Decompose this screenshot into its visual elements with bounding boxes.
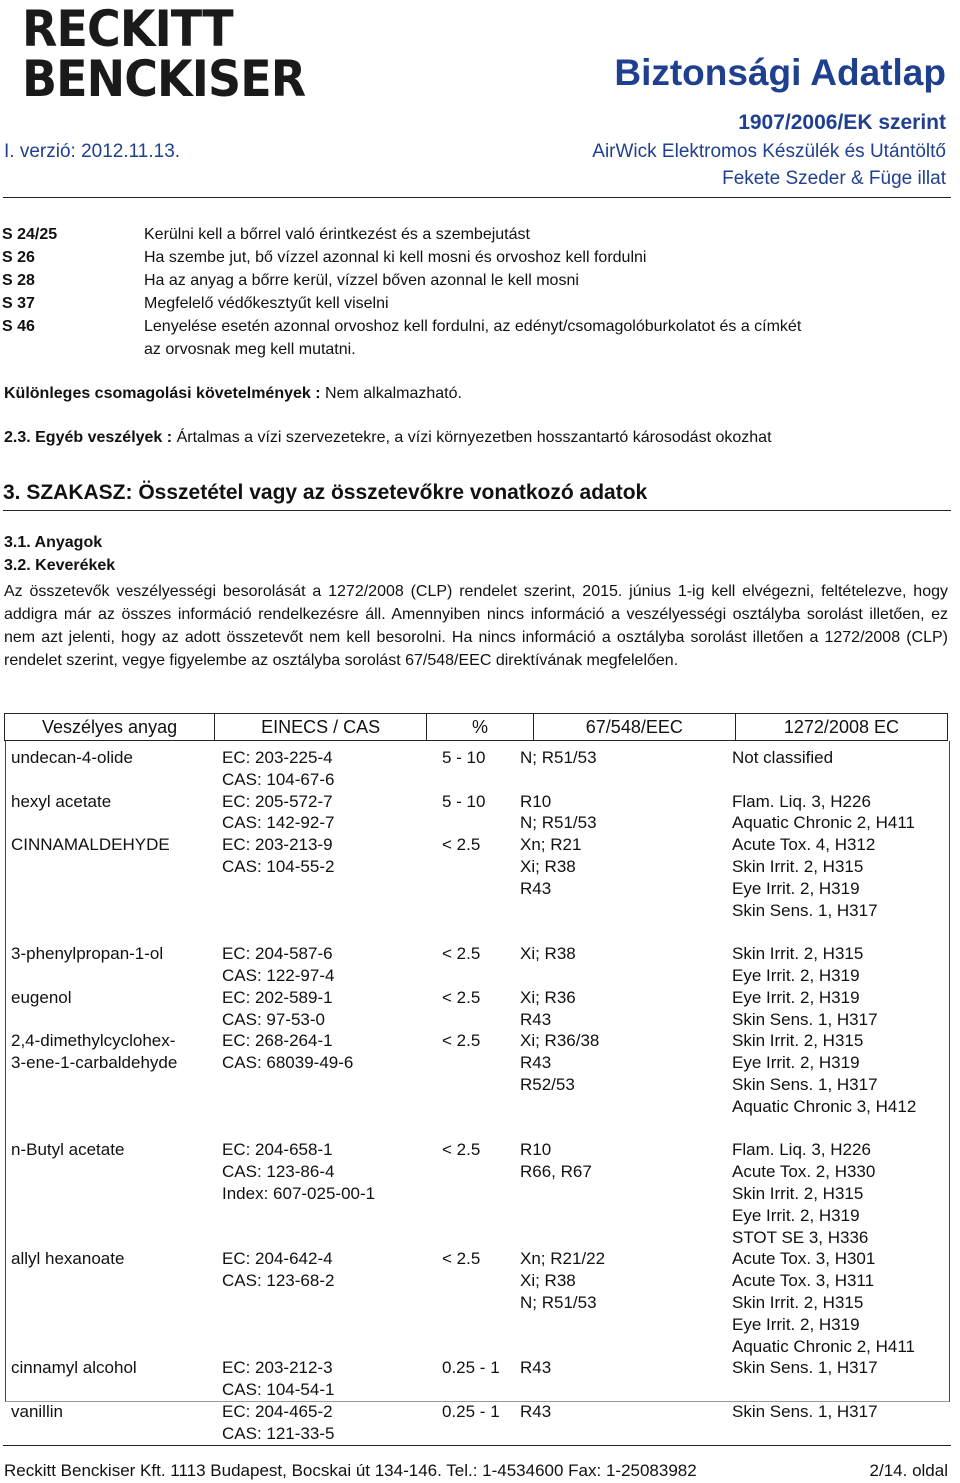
substance-name-line [11, 1292, 177, 1314]
percent-line: < 2.5 [442, 944, 481, 964]
substance-name-line [11, 1270, 177, 1292]
clp-classification-line: Skin Sens. 1, H317 [732, 1009, 878, 1029]
percent-line: 0.25 - 1 [442, 1401, 500, 1421]
substance-name-line [11, 769, 177, 791]
clp-classification-line [732, 769, 916, 791]
identifier-line: CAS: 121-33-5 [222, 1423, 335, 1443]
clp-classification-line: Flam. Liq. 3, H226 [732, 791, 871, 811]
eec-classification-line: Xn; R21/22 [520, 1249, 606, 1269]
identifier-line [222, 878, 375, 900]
clp-classification-line: Skin Irrit. 2, H315 [732, 856, 864, 876]
substance-name-line: 2,4-dimethylcyclohex- [11, 1031, 176, 1051]
identifier-line [222, 1336, 375, 1358]
percent-line [442, 1270, 500, 1292]
eec-classification-line [520, 1183, 605, 1205]
percent-line [442, 1336, 500, 1358]
clp-classification-line [732, 1118, 916, 1140]
substance-name-line: undecan-4-olide [11, 748, 133, 767]
percent-line [442, 1379, 500, 1401]
header-67-548-eec: 67/548/EEC [533, 714, 735, 740]
percent-line [442, 900, 500, 922]
eec-classification-line [520, 1096, 605, 1118]
clp-classification-line: Eye Irrit. 2, H319 [732, 1205, 860, 1225]
percent-line: 5 - 10 [442, 791, 486, 811]
substance-name-line: cinnamyl alcohol [11, 1358, 137, 1378]
subsection-substances: 3.1. Anyagok [4, 534, 103, 551]
clp-classification-line: Skin Irrit. 2, H315 [732, 944, 864, 964]
percent-line [442, 878, 500, 900]
percent-line [442, 1314, 500, 1336]
percent-line [442, 1052, 500, 1074]
identifier-line: EC: 268-264-1 [222, 1031, 333, 1051]
eec-classification-line: Xi; R38 [520, 856, 576, 876]
eec-classification-line [520, 1205, 605, 1227]
substance-name-line [11, 965, 177, 987]
eec-classification-line [520, 1423, 605, 1445]
substance-name-line [11, 856, 177, 878]
s-phrase-code: S 24/25 [2, 226, 58, 243]
packaging-label: Különleges csomagolási követelmények : [4, 385, 321, 402]
percent-line [442, 965, 500, 987]
eec-classification-line [520, 769, 605, 791]
identifier-line [222, 1205, 375, 1227]
eec-classification-line: R10 [520, 1140, 552, 1160]
clp-classification-line: Skin Sens. 1, H317 [732, 900, 878, 920]
column-identifiers [222, 747, 375, 1445]
substance-name-line: CINNAMALDEHYDE [11, 835, 170, 855]
eec-classification-line: R10 [520, 791, 552, 811]
packaging-value: Nem alkalmazható. [325, 385, 462, 402]
version-date: I. verzió: 2012.11.13. [4, 141, 181, 162]
eec-classification-line: Xi; R38 [520, 1271, 576, 1291]
eec-classification-line: Xn; R21 [520, 835, 582, 855]
percent-line [442, 812, 500, 834]
eec-classification-line: Xi; R36 [520, 987, 576, 1007]
company-logo [22, 0, 306, 108]
clp-classification-line: Eye Irrit. 2, H319 [732, 1053, 860, 1073]
identifier-line: CAS: 142-92-7 [222, 813, 335, 833]
header-hazardous-substance: Veszélyes anyag [4, 714, 214, 740]
page-footer [4, 1461, 948, 1481]
header-percent: % [426, 714, 533, 740]
percent-line [442, 1205, 500, 1227]
clp-classification-line: Skin Sens. 1, H317 [732, 1358, 878, 1378]
substance-name-line [11, 1009, 177, 1031]
clp-classification-line: Skin Sens. 1, H317 [732, 1074, 878, 1094]
clp-classification-line: Eye Irrit. 2, H319 [732, 987, 860, 1007]
identifier-line [222, 1096, 375, 1118]
clp-classification-line: Acute Tox. 3, H301 [732, 1249, 876, 1269]
substance-name-line [11, 878, 177, 900]
substance-name-line: eugenol [11, 987, 72, 1007]
identifier-line: EC: 203-213-9 [222, 835, 333, 855]
percent-line [442, 1183, 500, 1205]
clp-classification-line: Skin Sens. 1, H317 [732, 1401, 878, 1421]
substance-name-line [11, 1074, 177, 1096]
substance-name-line [11, 1379, 177, 1401]
substance-name-line: vanillin [11, 1401, 63, 1421]
eec-classification-line: R43 [520, 1053, 552, 1073]
s-phrase-text: Ha szembe jut, bő vízzel azonnal ki kell mosni és orvoshoz kell fordulni [144, 249, 647, 266]
substance-name-line [11, 1336, 177, 1358]
identifier-line [222, 900, 375, 922]
substance-name-line [11, 900, 177, 922]
identifier-line: EC: 205-572-7 [222, 791, 333, 811]
product-variant: Fekete Szeder & Füge illat [722, 168, 946, 189]
percent-line: < 2.5 [442, 1249, 481, 1269]
eec-classification-line: R43 [520, 878, 552, 898]
s-phrase-text: Lenyelése esetén azonnal orvoshoz kell fordulni, az edényt/csomagolóburkolatot és a címkét [144, 318, 802, 335]
eec-classification-line: R66, R67 [520, 1162, 592, 1182]
clp-classification-line: Eye Irrit. 2, H319 [732, 878, 860, 898]
header-1272-2008-ec: 1272/2008 EC [735, 714, 948, 740]
identifier-line [222, 1074, 375, 1096]
substance-name-line: allyl hexanoate [11, 1249, 125, 1269]
clp-classification-line: Skin Irrit. 2, H315 [732, 1183, 864, 1203]
substance-name-line [11, 1161, 177, 1183]
s-phrase-text: Kerülni kell a bőrrel való érintkezést és a szembejutást [144, 226, 530, 243]
percent-line [442, 1096, 500, 1118]
identifier-line [222, 921, 375, 943]
substance-name-line [11, 1096, 177, 1118]
substance-name-line: 3-phenylpropan-1-ol [11, 944, 164, 964]
composition-table-body [5, 741, 950, 1443]
other-hazards [4, 429, 772, 447]
identifier-line: CAS: 68039-49-6 [222, 1053, 354, 1073]
clp-classification-line: Skin Irrit. 2, H315 [732, 1292, 864, 1312]
document-title: Biztonsági Adatlap [614, 52, 946, 93]
substance-name-line [11, 1118, 177, 1140]
percent-line [442, 769, 500, 791]
substance-name-line [11, 812, 177, 834]
clp-classification-line: Acute Tox. 4, H312 [732, 835, 876, 855]
identifier-line: CAS: 97-53-0 [222, 1009, 325, 1029]
identifier-line [222, 1227, 375, 1249]
percent-line: 5 - 10 [442, 748, 486, 767]
percent-line [442, 856, 500, 878]
clp-classification-line: Eye Irrit. 2, H319 [732, 1314, 860, 1334]
s-phrase-code: S 46 [2, 318, 35, 335]
eec-classification-line: R43 [520, 1009, 552, 1029]
eec-classification-line: N; R51/53 [520, 1292, 597, 1312]
percent-line: < 2.5 [442, 987, 481, 1007]
percent-line: < 2.5 [442, 1031, 481, 1051]
identifier-line: EC: 204-587-6 [222, 944, 333, 964]
identifier-line: EC: 204-642-4 [222, 1249, 333, 1269]
s-phrase-text: Ha az anyag a bőrre kerül, vízzel bőven azonnal le kell mosni [144, 272, 579, 289]
percent-line [442, 1074, 500, 1096]
eec-classification-line: R52/53 [520, 1074, 575, 1094]
clp-classification-line: Eye Irrit. 2, H319 [732, 965, 860, 985]
substance-name-line: n-Butyl acetate [11, 1140, 125, 1160]
substance-name-line [11, 1423, 177, 1445]
section-divider [3, 510, 951, 511]
clp-classification-line: Flam. Liq. 3, H226 [732, 1140, 871, 1160]
substance-name-line [11, 1314, 177, 1336]
percent-line: 0.25 - 1 [442, 1358, 500, 1378]
identifier-line: EC: 203-212-3 [222, 1358, 333, 1378]
percent-line [442, 1009, 500, 1031]
eec-classification-line [520, 1227, 605, 1249]
other-hazards-value: Ártalmas a vízi szervezetekre, a vízi környezetben hosszantartó károsodást okozhat [176, 429, 772, 446]
eec-classification-line [520, 900, 605, 922]
identifier-line: CAS: 123-68-2 [222, 1271, 335, 1291]
identifier-line [222, 1314, 375, 1336]
composition-table-header [4, 713, 948, 741]
other-hazards-label: 2.3. Egyéb veszélyek : [4, 429, 173, 446]
clp-classification-line: Acute Tox. 3, H311 [732, 1271, 875, 1291]
percent-line [442, 1227, 500, 1249]
clp-classification-line: Not classified [732, 748, 834, 767]
clp-classification-line [732, 921, 916, 943]
eec-classification-line [520, 1118, 605, 1140]
eec-classification-line [520, 1314, 605, 1336]
product-name: AirWick Elektromos Készülék és Utántöltő [592, 141, 946, 162]
eec-classification-line: R43 [520, 1401, 552, 1421]
substance-name-line [11, 1183, 177, 1205]
header-einecs-cas: EINECS / CAS [214, 714, 426, 740]
eec-classification-line: N; R51/53 [520, 813, 597, 833]
percent-line: < 2.5 [442, 835, 481, 855]
s-phrase-text: Megfelelő védőkesztyűt kell viselni [144, 295, 389, 312]
eec-classification-line [520, 921, 605, 943]
section-3-title: 3. SZAKASZ: Összetétel vagy az összetevőkre vonatkozó adatok [3, 481, 648, 504]
eec-classification-line: Xi; R36/38 [520, 1031, 600, 1051]
footer-page-number: 2/14. oldal [869, 1461, 948, 1480]
eec-classification-line: N; R51/53 [520, 748, 597, 767]
s-phrase-continuation: az orvosnak meg kell mutatni. [144, 341, 356, 358]
identifier-line: EC: 203-225-4 [222, 748, 333, 767]
identifier-line [222, 1292, 375, 1314]
clp-classification-line: Acute Tox. 2, H330 [732, 1162, 876, 1182]
header-divider [3, 197, 951, 198]
column-substance-names [11, 747, 177, 1445]
substance-name-line: 3-ene-1-carbaldehyde [11, 1053, 178, 1073]
identifier-line: EC: 204-465-2 [222, 1401, 333, 1421]
identifier-line [222, 1118, 375, 1140]
clp-classification-line [732, 1423, 916, 1445]
s-phrase-code: S 37 [2, 295, 35, 312]
identifier-line: CAS: 122-97-4 [222, 965, 335, 985]
column-eec-classification [520, 747, 605, 1445]
eec-classification-line [520, 965, 605, 987]
clp-classification-line: Aquatic Chronic 2, H411 [732, 813, 916, 833]
clp-classification-line: STOT SE 3, H336 [732, 1227, 869, 1247]
substance-name-line [11, 921, 177, 943]
percent-line [442, 1161, 500, 1183]
substance-name-line [11, 1205, 177, 1227]
s-phrase-code: S 26 [2, 249, 35, 266]
clp-classification-line: Aquatic Chronic 2, H411 [732, 1336, 916, 1356]
mixtures-paragraph: Az összetevők veszélyességi besorolását a 1272/2008 (CLP) rendelet szerint, 2015. június 1-ig kell elvégezni, feltételezve, hogy addigra már az összes információ rendelkezésre áll. Amennyiben nincs információ a veszélyességi osztályba sorolást illetően, ez nem azt jelenti, hogy az adott összetevőt nem kell besorolni. Ha nincs információ a osztályba sorolást illetően a 1272/2008 (CLP) rendelet szerint, vegye figyelembe az osztályba sorolást 67/548/EEC direktívának megfelelően. [4, 583, 948, 669]
percent-line [442, 921, 500, 943]
identifier-line: CAS: 123-86-4 [222, 1162, 335, 1182]
identifier-line: CAS: 104-55-2 [222, 856, 335, 876]
percent-line: < 2.5 [442, 1140, 481, 1160]
eec-classification-line [520, 1336, 605, 1358]
footer-company-address: Reckitt Benckiser Kft. 1113 Budapest, Bocskai út 134-146. Tel.: 1-4534600 Fax: 1-25083982 [4, 1461, 697, 1480]
s-phrase-code: S 28 [2, 272, 35, 289]
identifier-line: CAS: 104-54-1 [222, 1380, 335, 1400]
logo-line-2: BENCKISER [22, 50, 306, 108]
percent-line [442, 1292, 500, 1314]
eec-classification-line: R43 [520, 1358, 552, 1378]
clp-classification-line [732, 1379, 916, 1401]
packaging-requirements [4, 385, 462, 403]
clp-classification-line: Aquatic Chronic 3, H412 [732, 1096, 917, 1116]
column-clp-classification [732, 747, 916, 1445]
percent-line [442, 1423, 500, 1445]
substance-name-line [11, 1227, 177, 1249]
percent-line [442, 1118, 500, 1140]
identifier-line: EC: 204-658-1 [222, 1140, 333, 1160]
regulation-reference: 1907/2006/EK szerint [738, 111, 946, 134]
column-percent [442, 747, 500, 1445]
eec-classification-line: Xi; R38 [520, 944, 576, 964]
substance-name-line: hexyl acetate [11, 791, 112, 811]
subsection-mixtures: 3.2. Keverékek [4, 557, 116, 574]
identifier-line: Index: 607-025-00-1 [222, 1183, 376, 1203]
clp-classification-line: Skin Irrit. 2, H315 [732, 1031, 864, 1051]
eec-classification-line [520, 1379, 605, 1401]
footer-divider [3, 1445, 951, 1446]
identifier-line: EC: 202-589-1 [222, 987, 333, 1007]
identifier-line: CAS: 104-67-6 [222, 769, 335, 789]
logo-line-1: RECKITT [22, 0, 233, 58]
